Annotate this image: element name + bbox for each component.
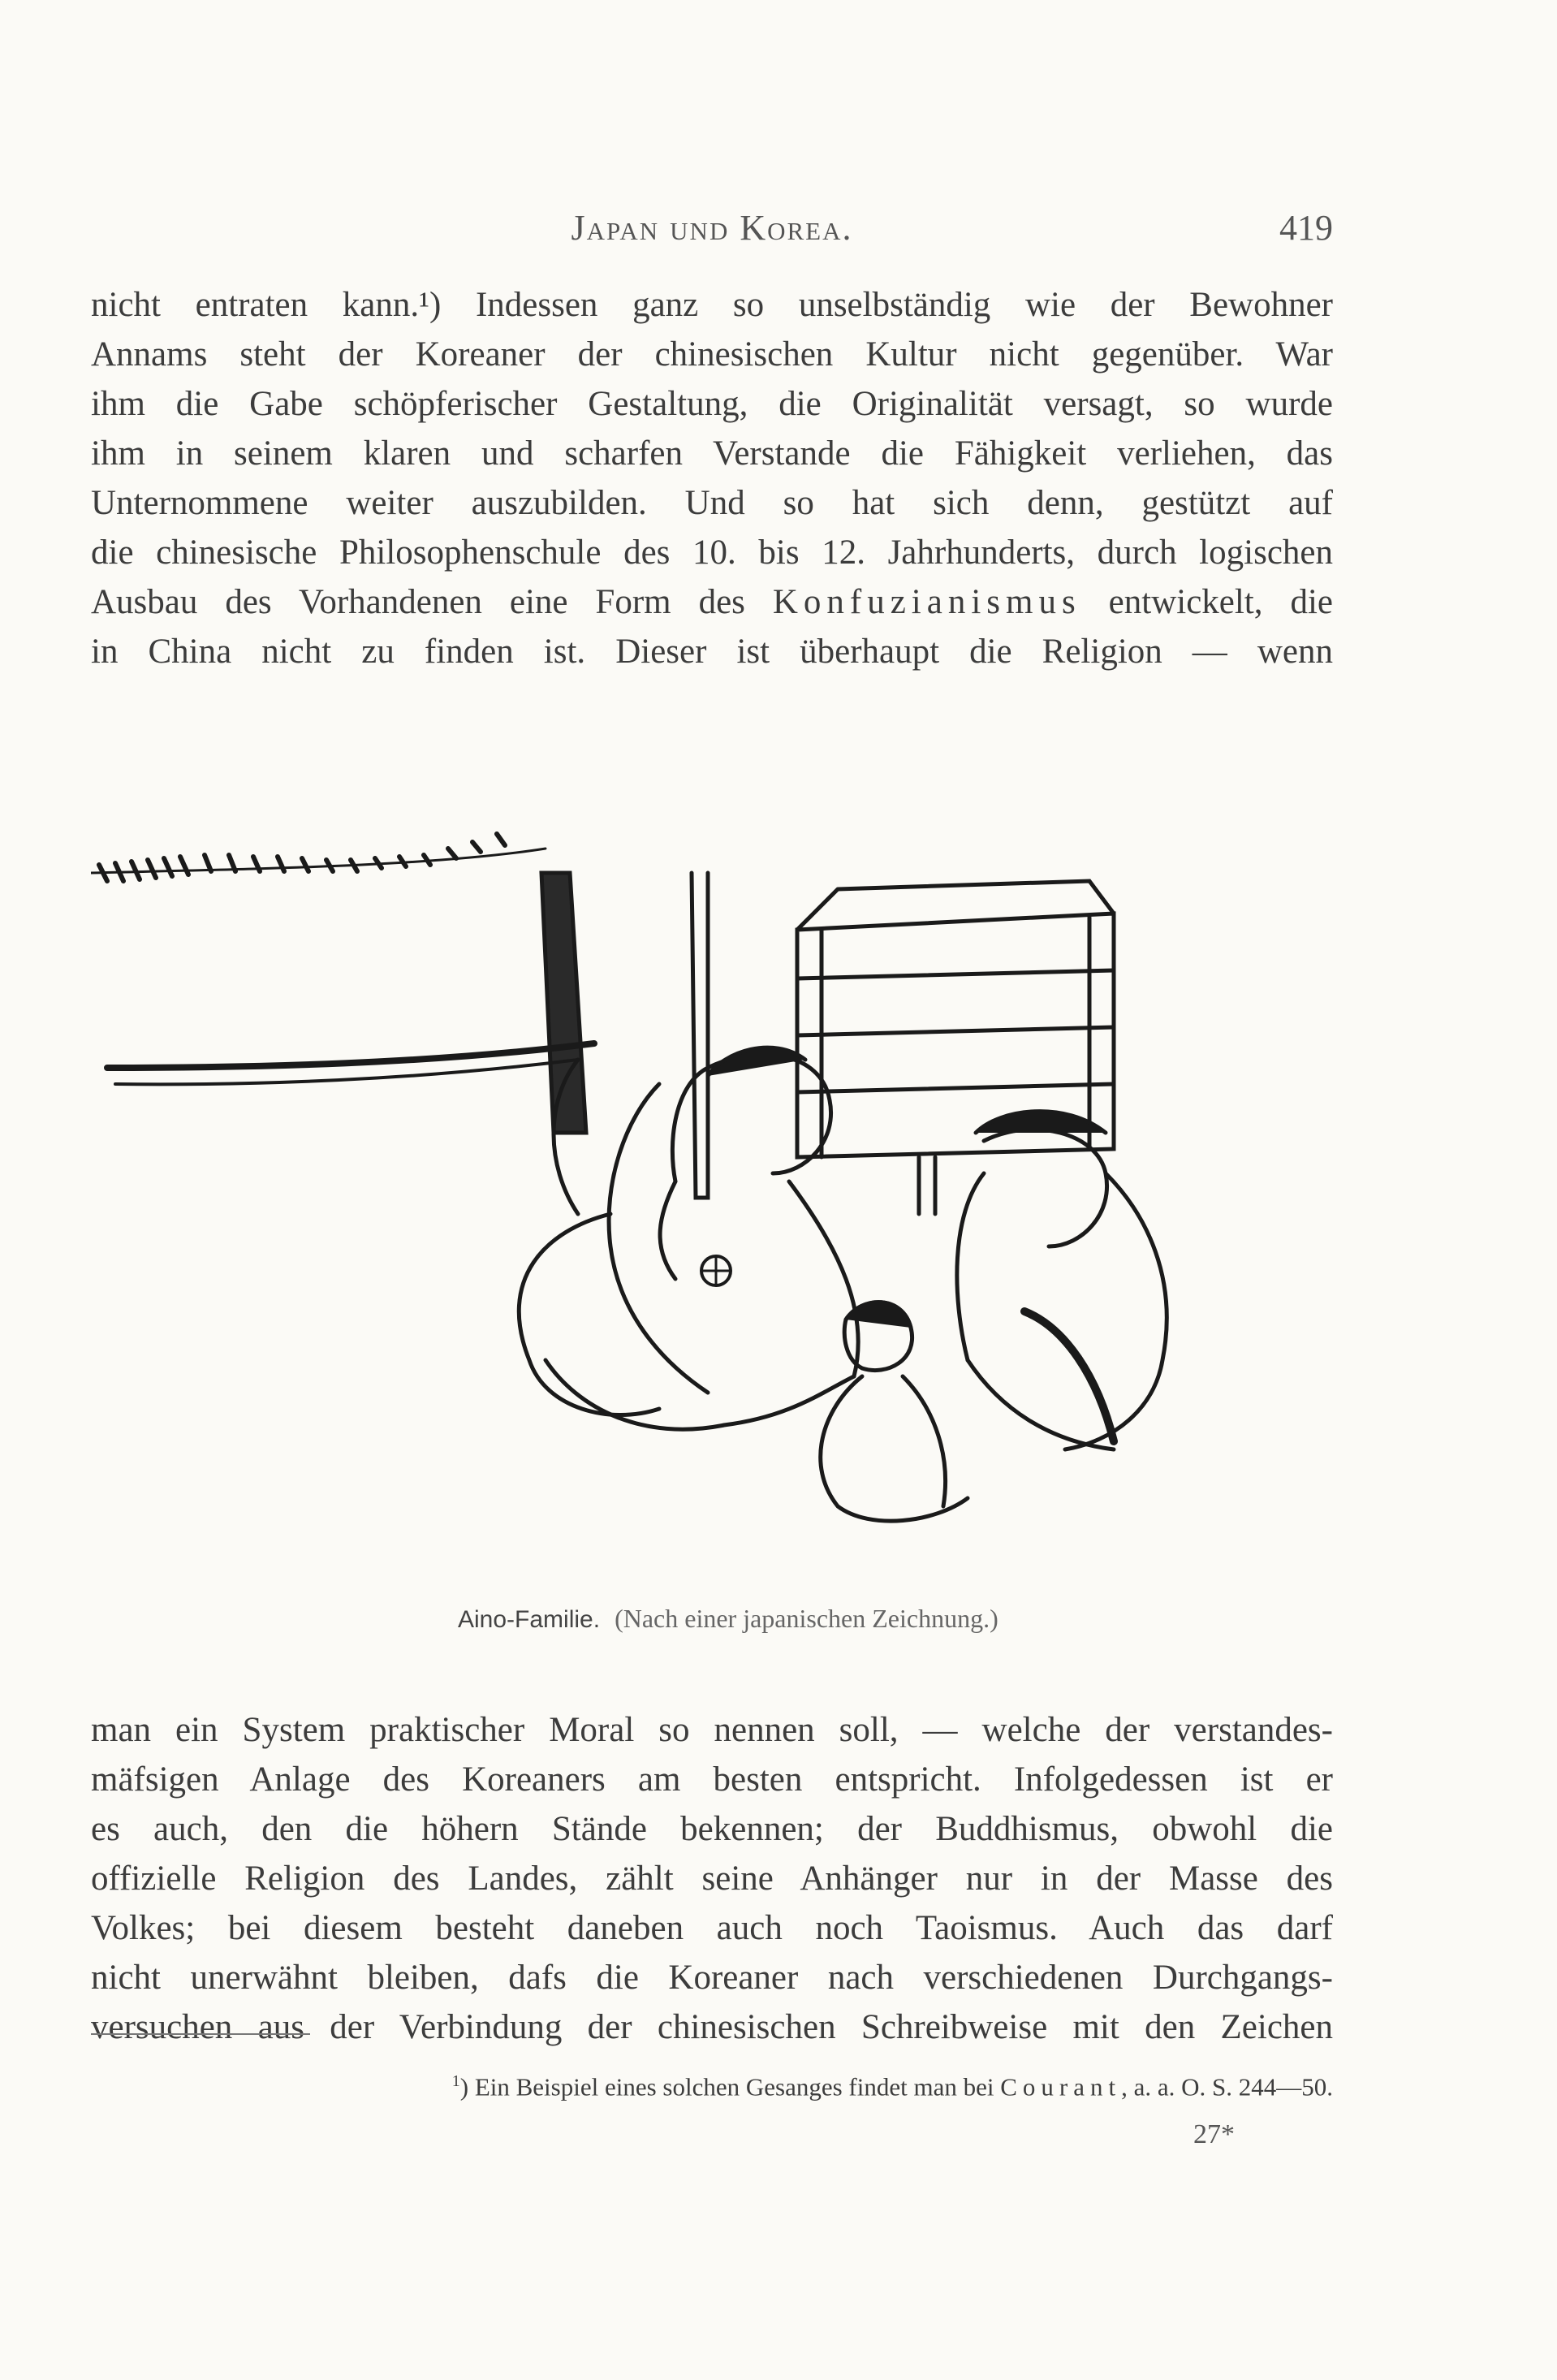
page-number: 419: [1279, 208, 1333, 248]
text-line: offizielle Religion des Landes, zählt seine Anhänger nur in der Masse des: [91, 1860, 1333, 1898]
footnote-text-end: , a. a. O. S. 244—50.: [1121, 2072, 1333, 2101]
text-line: Annams steht der Koreaner der chinesischen Kultur nicht gegenüber. War: [91, 335, 1333, 374]
text-line: versuchen aus der Verbindung der chinesischen Schreibweise mit den Zeichen: [91, 2008, 1333, 2046]
text-line: nicht entraten kann.¹) Indessen ganz so unselbständig wie der Bewohner: [91, 286, 1333, 324]
footnote-marker: 1: [451, 2072, 460, 2090]
footnote-author: Courant: [1000, 2072, 1122, 2101]
text-line: Volkes; bei diesem besteht daneben auch noch Taoismus. Auch das darf: [91, 1909, 1333, 1947]
text-line: mäfsigen Anlage des Koreaners am besten entspricht. Infolgedessen ist er: [91, 1760, 1333, 1799]
running-head: [91, 207, 1333, 256]
footnote-divider: [91, 2033, 310, 2035]
text-line: nicht unerwähnt bleiben, dafs die Koreaner nach verschiedenen Durchgangs-: [91, 1959, 1333, 1997]
body-text-bottom: [91, 1705, 1333, 2052]
spaced-term: Konfuzianismus: [772, 583, 1081, 621]
illustration-drawing: [91, 792, 1333, 1604]
text-line: ihm die Gabe schöpferischer Gestaltung, die Originalität versagt, so wurde: [91, 385, 1333, 423]
text-fragment: Ausbau des Vorhandenen eine Form des: [91, 583, 773, 621]
text-fragment: entwickelt, die: [1080, 583, 1333, 621]
text-line: die chinesische Philosophenschule des 10. bis 12. Jahrhunderts, durch logischen: [91, 533, 1333, 572]
footnote: [91, 2072, 1333, 2101]
body-text-top: [91, 280, 1333, 676]
text-line: [91, 577, 1333, 627]
figure-caption: [458, 1604, 998, 1634]
text-line: ihm in seinem klaren und scharfen Verstande die Fähigkeit verliehen, das: [91, 434, 1333, 473]
caption-source: (Nach einer japanischen Zeichnung.): [615, 1604, 998, 1633]
footnote-text: ) Ein Beispiel eines solchen Gesanges findet man bei: [459, 2072, 1001, 2101]
running-title: Japan und Korea.: [571, 208, 853, 248]
figure-aino-family: [91, 792, 1333, 1661]
text-line: es auch, den die höhern Stände bekennen; der Buddhismus, obwohl die: [91, 1810, 1333, 1848]
signature-mark: 27*: [1193, 2119, 1235, 2149]
text-line: Unternommene weiter auszubilden. Und so hat sich denn, gestützt auf: [91, 484, 1333, 522]
text-line: in China nicht zu finden ist. Dieser ist überhaupt die Religion — wenn: [91, 633, 1333, 671]
text-line: man ein System praktischer Moral so nennen soll, — welche der verstandes-: [91, 1711, 1333, 1749]
caption-title: Aino-Familie.: [458, 1606, 601, 1633]
